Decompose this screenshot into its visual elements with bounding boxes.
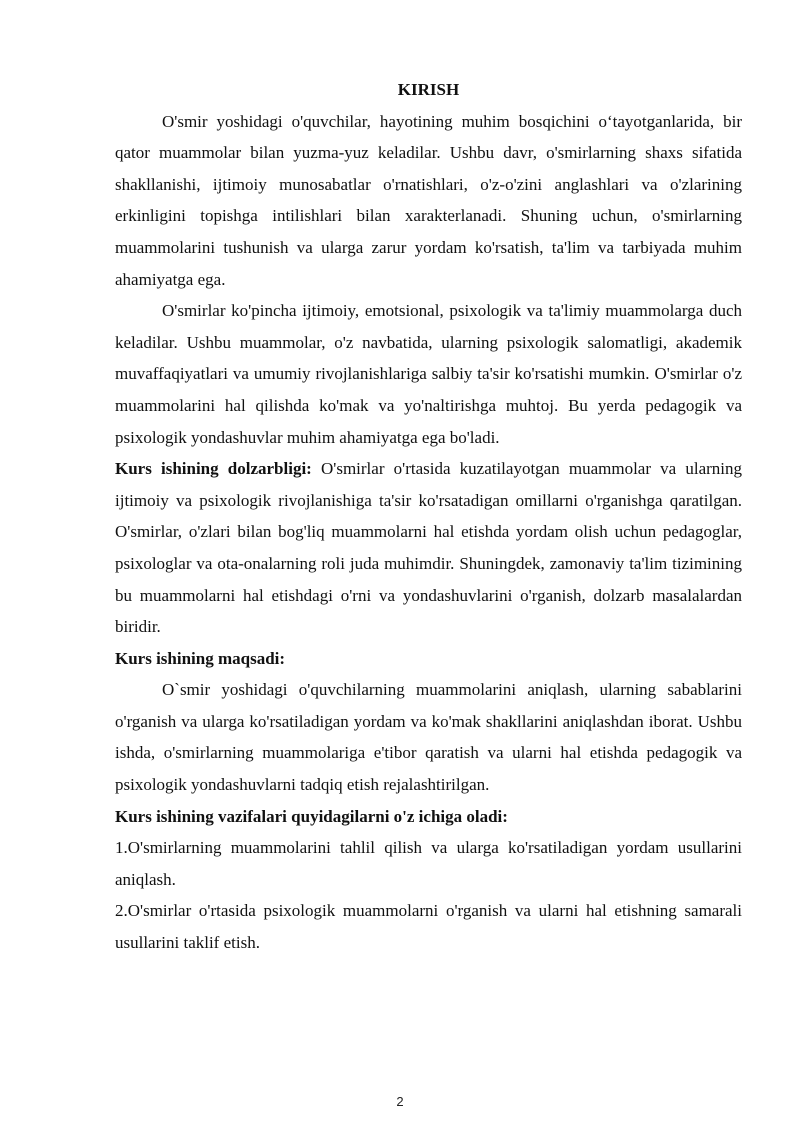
relevance-label: Kurs ishining dolzarbligi: <box>115 459 312 479</box>
goal-heading: Kurs ishining maqsadi: <box>115 648 286 668</box>
relevance-paragraph <box>115 453 742 643</box>
relevance-text: O'smirlar o'rtasida kuzatilayotgan muammolar va ularning ijtimoiy va psixologik rivojlanishiga ta'sir ko'rsatadigan omillarni o'rganishga qaratilgan. O'smirlar, o'zlari bilan bog'liq muammolarni hal etishda yordam olish uchun pedagoglar, psixologlar va ota-onalarning roli juda muhimdir. Shuningdek, zamonaviy ta'lim tizimining bu muammolarni hal etishdagi o'rni va yondashuvlarini o'rganish, dolzarb masalalardan biridir. <box>115 459 742 637</box>
document-page <box>115 74 742 959</box>
task-item-1: 1.O'smirlarning muammolarini tahlil qilish va ularga ko'rsatiladigan yordam usullarini aniqlash. <box>115 838 742 889</box>
page-number: 2 <box>396 1094 404 1109</box>
intro-paragraph-1: O'smir yoshidagi o'quvchilar, hayotining muhim bosqichini o‘tayotganlarida, bir qator muammolar bilan yuzma-yuz keladilar. Ushbu davr, o'smirlarning shaxs sifatida shakllanishi, ijtimoiy munosabatlar o'rnatishlari, o'z-o'zini anglashlari va o'zlarining erkinligini topishga intilishlari bilan xarakterlanadi. Shuning uchun, o'smirlarning muammolarini tushunish va ularga zarur yordam ko'rsatish, ta'lim va tarbiyada muhim ahamiyatga ega. <box>115 111 742 289</box>
goal-paragraph: O`smir yoshidagi o'quvchilarning muammolarini aniqlash, ularning sabablarini o'rganish va ularga ko'rsatiladigan yordam va ko'mak shakllarini aniqlashdan iborat. Ushbu ishda, o'smirlarning muammolariga e'tibor qaratish va ularni hal etishda pedagogik va psixologik yondashuvlarni tadqiq etish rejalashtirilgan. <box>115 680 742 795</box>
tasks-heading: Kurs ishining vazifalari quyidagilarni o'z ichiga oladi: <box>115 806 508 826</box>
page-title: KIRISH <box>397 80 460 99</box>
intro-paragraph-2: O'smirlar ko'pincha ijtimoiy, emotsional, psixologik va ta'limiy muammolarga duch keladilar. Ushbu muammolar, o'z navbatida, ularning psixologik salomatligi, akademik muvaffaqiyatlari va umumiy rivojlanishlariga salbiy ta'sir ko'rsatishi mumkin. O'smirlar o'z muammolarini hal qilishda ko'mak va yo'naltirishga muhtoj. Bu yerda pedagogik va psixologik yondashuvlar muhim ahamiyatga ega bo'ladi. <box>115 301 742 447</box>
task-item-2: 2.O'smirlar o'rtasida psixologik muammolarni o'rganish va ularni hal etishning samarali usullarini taklif etish. <box>115 901 742 953</box>
